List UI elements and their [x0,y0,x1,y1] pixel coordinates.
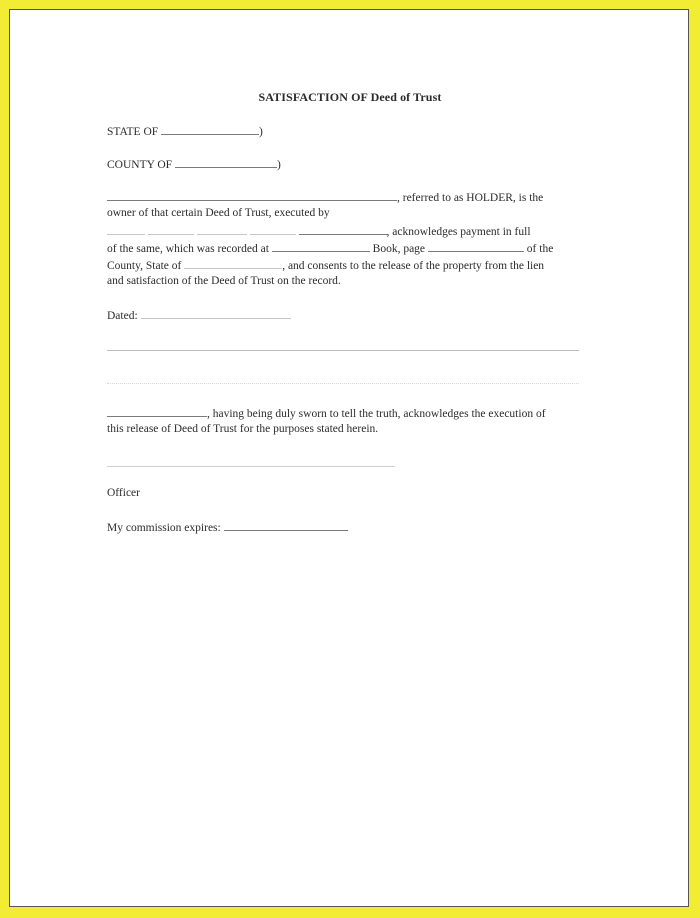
recorded-text: of the same, which was recorded at [107,243,269,255]
purposes-line [107,422,378,436]
sworn-name-blank[interactable] [107,405,207,417]
grantor-blank-3[interactable] [197,223,247,235]
commission-line [107,519,348,535]
state-close-paren: ) [259,126,263,138]
county-line [107,156,281,172]
holder-blank[interactable] [107,189,397,201]
recorded-line [107,240,553,256]
dated-label: Dated: [107,310,138,322]
purposes-text: this release of Deed of Trust for the purposes stated herein. [107,423,379,435]
dated-blank[interactable] [141,307,291,319]
page-blank[interactable] [428,240,524,252]
county-close-paren: ) [276,159,281,171]
recorded-blank[interactable] [272,240,370,252]
of-the-text: of the [526,243,554,255]
state-label: STATE OF [107,126,159,138]
dated-line [107,307,291,323]
grantor-blank-5[interactable] [299,223,387,235]
acknowledges-text: , acknowledges payment in full [386,226,531,238]
book-page-text: Book, page [372,243,426,255]
holder-signature-line[interactable] [107,350,579,351]
faint-divider-line [107,383,579,384]
officer-label: Officer [107,487,140,499]
satisfaction-line [107,274,341,288]
sworn-text: , having being duly sworn to tell the truth, acknowledges the execution of [207,408,546,420]
executed-by-text: owner of that certain Deed of Trust, executed by [107,207,330,219]
county-label: COUNTY OF [107,159,173,171]
grantor-blank-1[interactable] [107,223,145,235]
state-of-blank[interactable] [184,257,282,269]
satisfaction-text: and satisfaction of the Deed of Trust on the record. [107,275,341,287]
document-title: SATISFACTION OF Deed of Trust [258,90,442,104]
acknowledges-line [107,223,531,239]
state-line [107,123,263,139]
holder-line [107,189,543,205]
executed-by-line [107,206,330,220]
grantor-blank-4[interactable] [250,223,296,235]
county-state-line [107,257,544,273]
holder-text: , referred to as HOLDER, is the [397,192,544,204]
document-page [9,9,689,907]
commission-label: My commission expires: [107,522,221,534]
county-blank[interactable] [175,156,277,168]
consents-text: , and consents to the release of the property from the lien [282,260,545,272]
state-blank[interactable] [161,123,259,135]
grantor-blank-2[interactable] [148,223,194,235]
commission-blank[interactable] [224,519,348,531]
officer-signature-line[interactable] [107,466,395,467]
sworn-line [107,405,546,421]
county-state-text: County, State of [107,260,182,272]
